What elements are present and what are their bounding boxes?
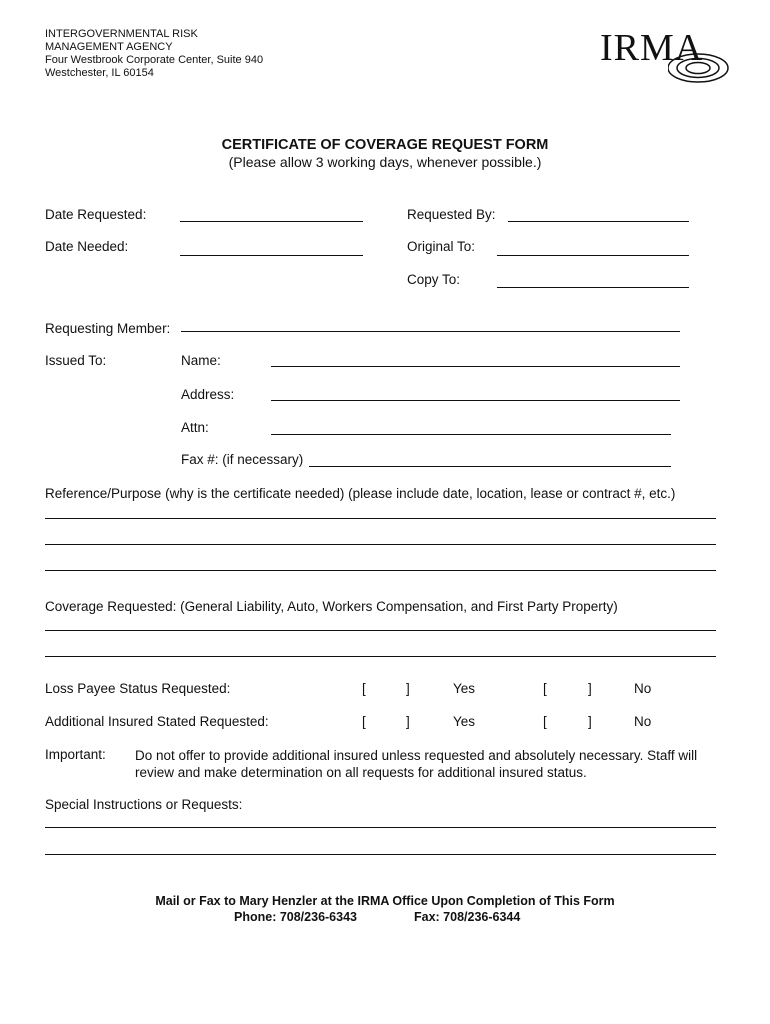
name-field[interactable]: [271, 366, 680, 367]
coverage-line-1[interactable]: [45, 630, 716, 631]
date-requested-field[interactable]: [180, 221, 363, 222]
additional-insured-yes-checkbox-close[interactable]: ]: [406, 714, 410, 729]
coverage-requested-label: Coverage Requested: (General Liability, Auto, Workers Compensation, and First Party Property): [45, 599, 618, 614]
form-title: CERTIFICATE OF COVERAGE REQUEST FORM: [221, 137, 549, 153]
loss-payee-label: Loss Payee Status Requested:: [45, 681, 231, 696]
additional-insured-no-checkbox-open[interactable]: [: [543, 714, 547, 729]
loss-payee-no-checkbox-close[interactable]: ]: [588, 681, 592, 696]
agency-name-line1: INTERGOVERNMENTAL RISK: [45, 28, 198, 40]
footer-instructions: Mail or Fax to Mary Henzler at the IRMA Office Upon Completion of This Form: [155, 894, 615, 908]
original-to-label: Original To:: [407, 239, 476, 254]
reference-line-2[interactable]: [45, 544, 716, 545]
loss-payee-no-checkbox-open[interactable]: [: [543, 681, 547, 696]
issued-to-label: Issued To:: [45, 353, 107, 368]
coverage-line-2[interactable]: [45, 656, 716, 657]
loss-payee-no-label: No: [634, 681, 652, 696]
special-line-1[interactable]: [45, 827, 716, 828]
address-label: Address:: [181, 387, 235, 402]
loss-payee-yes-checkbox-open[interactable]: [: [362, 681, 366, 696]
fax-label: Fax #: (if necessary): [181, 452, 304, 467]
form-subtitle: (Please allow 3 working days, whenever possible.): [228, 154, 542, 170]
ripple-icon: [668, 46, 734, 86]
special-instructions-label: Special Instructions or Requests:: [45, 797, 243, 812]
requesting-member-field[interactable]: [181, 331, 680, 332]
address-field[interactable]: [271, 400, 680, 401]
footer-phone: Phone: 708/236-6343: [234, 910, 357, 924]
agency-city-line: Westchester, IL 60154: [45, 67, 154, 79]
copy-to-field[interactable]: [497, 287, 689, 288]
reference-line-3[interactable]: [45, 570, 716, 571]
additional-insured-yes-checkbox-open[interactable]: [: [362, 714, 366, 729]
reference-line-1[interactable]: [45, 518, 716, 519]
agency-name-line2: MANAGEMENT AGENCY: [45, 41, 173, 53]
requested-by-field[interactable]: [508, 221, 689, 222]
important-text: Do not offer to provide additional insured unless requested and absolutely necessary. Staff will review and make determination on all requests for additional insured status.: [135, 748, 698, 780]
additional-insured-yes-label: Yes: [453, 714, 476, 729]
requested-by-label: Requested By:: [407, 207, 496, 222]
irma-logo: [598, 26, 738, 84]
date-needed-label: Date Needed:: [45, 239, 129, 254]
fax-field[interactable]: [309, 466, 671, 467]
attn-label: Attn:: [181, 420, 209, 435]
attn-field[interactable]: [271, 434, 671, 435]
additional-insured-label: Additional Insured Stated Requested:: [45, 714, 269, 729]
additional-insured-no-label: No: [634, 714, 652, 729]
reference-purpose-label: Reference/Purpose (why is the certificate needed) (please include date, location, lease or contract #, etc.): [45, 486, 676, 501]
date-needed-field[interactable]: [180, 255, 363, 256]
date-requested-label: Date Requested:: [45, 207, 147, 222]
special-line-2[interactable]: [45, 854, 716, 855]
loss-payee-yes-checkbox-close[interactable]: ]: [406, 681, 410, 696]
agency-address-line: Four Westbrook Corporate Center, Suite 940: [45, 54, 264, 66]
loss-payee-yes-label: Yes: [453, 681, 476, 696]
important-label: Important:: [45, 747, 106, 762]
copy-to-label: Copy To:: [407, 272, 461, 287]
footer-fax: Fax: 708/236-6344: [414, 910, 521, 924]
requesting-member-label: Requesting Member:: [45, 321, 171, 336]
logo-text: IRMA: [600, 27, 704, 69]
original-to-field[interactable]: [497, 255, 689, 256]
additional-insured-no-checkbox-close[interactable]: ]: [588, 714, 592, 729]
name-label: Name:: [181, 353, 221, 368]
